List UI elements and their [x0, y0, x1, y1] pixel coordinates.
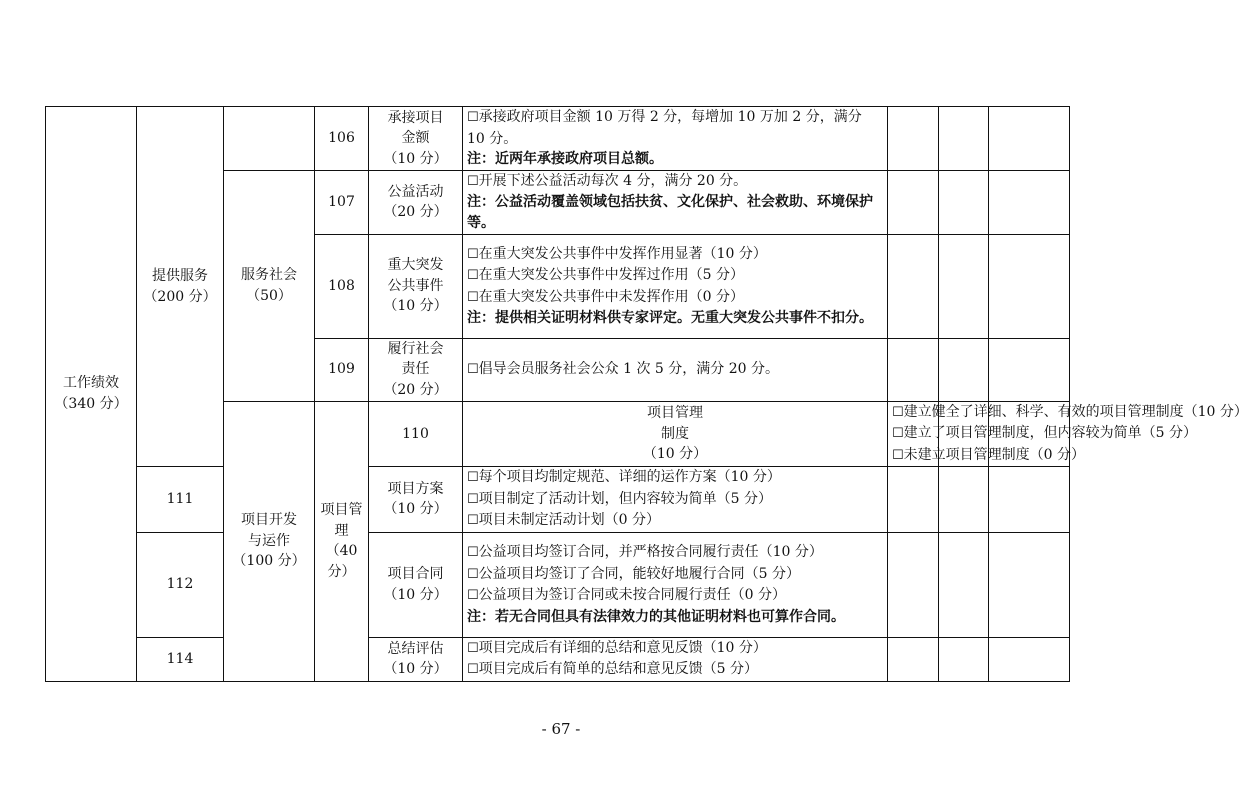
criteria-cell: ☐在重大突发公共事件中发挥作用显著（10 分） ☐在重大突发公共事件中发挥过作用（5 分） ☐在重大突发公共事件中未发挥作用（0 分） 注：提供相关证明材料供专家评定。无重大突发公共事件不扣分。 — [463, 234, 888, 338]
score-cell — [888, 170, 939, 234]
checkbox-icon: ☐ — [467, 470, 479, 485]
criteria-cell: ☐倡导会员服务社会公众 1 次 5 分，满分 20 分。 — [463, 338, 888, 401]
subcategory-score: （50） — [246, 287, 292, 304]
item-id: 108 — [315, 234, 369, 338]
remark-cell — [989, 234, 1070, 338]
item-id: 114 — [137, 637, 224, 681]
item-id: 107 — [315, 170, 369, 234]
criteria-cell: ☐开展下述公益活动每次 4 分，满分 20 分。 注：公益活动覆盖领域包括扶贫、文化保护、社会救助、环境保护等。 — [463, 170, 888, 234]
item-id: 112 — [137, 532, 224, 637]
score-cell — [939, 107, 989, 171]
table-row — [46, 107, 1070, 171]
checkbox-icon: ☐ — [467, 110, 479, 125]
item-name: 公益活动 （20 分） — [369, 170, 463, 234]
item-id: 111 — [137, 467, 224, 533]
item-name: 重大突发 公共事件 （10 分） — [369, 234, 463, 338]
remark-cell — [989, 107, 1070, 171]
item-id: 109 — [315, 338, 369, 401]
item-name: 项目方案 （10 分） — [369, 467, 463, 533]
checkbox-icon: ☐ — [467, 361, 479, 377]
category-score: （100 分） — [232, 553, 306, 570]
score-cell — [939, 467, 989, 533]
table-row — [46, 467, 1070, 533]
score-cell — [888, 107, 939, 171]
score-cell — [939, 170, 989, 234]
item-name: 总结评估 （10 分） — [369, 637, 463, 681]
remark-cell — [989, 338, 1070, 401]
item-id: 106 — [315, 107, 369, 171]
checkbox-icon: ☐ — [467, 173, 479, 189]
category-project-development — [224, 401, 315, 681]
page-number: - 67 - — [541, 720, 581, 738]
checkbox-icon: ☐ — [467, 566, 479, 582]
item-name: 承接项目 金额 （10 分） — [369, 107, 463, 171]
remark-cell — [989, 170, 1070, 234]
checkbox-icon: ☐ — [467, 640, 479, 656]
score-cell — [888, 338, 939, 401]
empty-subcategory-cell — [224, 107, 315, 171]
table-row — [46, 637, 1070, 681]
item-name: 履行社会 责任 （20 分） — [369, 338, 463, 401]
score-cell — [939, 637, 989, 681]
checkbox-icon: ☐ — [467, 246, 479, 262]
category-name: 项目开发 — [241, 512, 297, 529]
category-score: （340 分） — [54, 395, 128, 412]
score-cell — [888, 234, 939, 338]
criteria-cell: ☐每个项目均制定规范、详细的运作方案（10 分） ☐项目制定了活动计划，但内容较为简单（5 分） ☐项目未制定活动计划（0 分） — [463, 467, 888, 533]
criteria-note: 注：公益活动覆盖领域包括扶贫、文化保护、社会救助、环境保护等。 — [467, 194, 873, 231]
remark-cell — [989, 532, 1070, 637]
criteria-cell: ☐承接政府项目金额 10 万得 2 分，每增加 10 万加 2 分，满分 10 分。 注：近两年承接政府项目总额。 — [463, 107, 888, 171]
criteria-note: 注：提供相关证明材料供专家评定。无重大突发公共事件不扣分。 — [467, 310, 873, 326]
score-cell — [939, 532, 989, 637]
checkbox-icon: ☐ — [892, 426, 904, 441]
checkbox-icon: ☐ — [467, 545, 479, 560]
score-cell — [939, 338, 989, 401]
category-name-cont: 与运作 — [248, 532, 290, 549]
checkbox-icon: ☐ — [892, 404, 904, 420]
checkbox-icon: ☐ — [467, 662, 479, 677]
checkbox-icon: ☐ — [892, 447, 904, 463]
item-id: 110 — [369, 401, 463, 467]
criteria-note: 注：近两年承接政府项目总额。 — [467, 151, 663, 167]
criteria-cell: ☐公益项目均签订合同，并严格按合同履行责任（10 分） ☐公益项目均签订了合同，能较好地履行合同（5 分） ☐公益项目为签订合同或未按合同履行责任（0 分） 注：若无合同但具有法律效力的其他证明材料也可算作合同。 — [463, 532, 888, 637]
checkbox-icon: ☐ — [467, 491, 479, 507]
checkbox-icon: ☐ — [467, 588, 479, 603]
score-cell — [888, 637, 939, 681]
scoring-table — [45, 106, 1248, 682]
subcategory-serve-society — [224, 170, 315, 401]
category-score: （200 分） — [143, 288, 217, 305]
checkbox-icon: ☐ — [467, 289, 479, 305]
category-work-performance — [46, 107, 137, 682]
criteria-note: 注：若无合同但具有法律效力的其他证明材料也可算作合同。 — [467, 608, 845, 625]
subcategory-name: 项目管理 — [320, 502, 363, 539]
item-name: 项目管理 制度 （10 分） — [463, 401, 888, 467]
checkbox-icon: ☐ — [467, 513, 479, 528]
remark-cell — [989, 637, 1070, 681]
subcategory-project-management — [315, 401, 369, 681]
score-cell — [939, 234, 989, 338]
score-cell — [888, 532, 939, 637]
checkbox-icon: ☐ — [467, 268, 479, 283]
subcategory-name: 服务社会 — [241, 267, 297, 283]
table-row — [46, 532, 1070, 637]
category-name: 提供服务 — [152, 268, 208, 284]
remark-cell — [989, 467, 1070, 533]
item-name: 项目合同 （10 分） — [369, 532, 463, 637]
score-cell — [888, 467, 939, 533]
category-provide-service — [137, 107, 224, 467]
subcategory-score: （40 分） — [325, 543, 358, 580]
criteria-cell: ☐建立健全了详细、科学、有效的项目管理制度（10 分） ☐建立了项目管理制度，但内容较为简单（5 分） ☐未建立项目管理制度（0 分） — [888, 401, 939, 467]
criteria-cell: ☐项目完成后有详细的总结和意见反馈（10 分） ☐项目完成后有简单的总结和意见反馈（5 分） — [463, 637, 888, 681]
category-name: 工作绩效 — [63, 375, 119, 392]
